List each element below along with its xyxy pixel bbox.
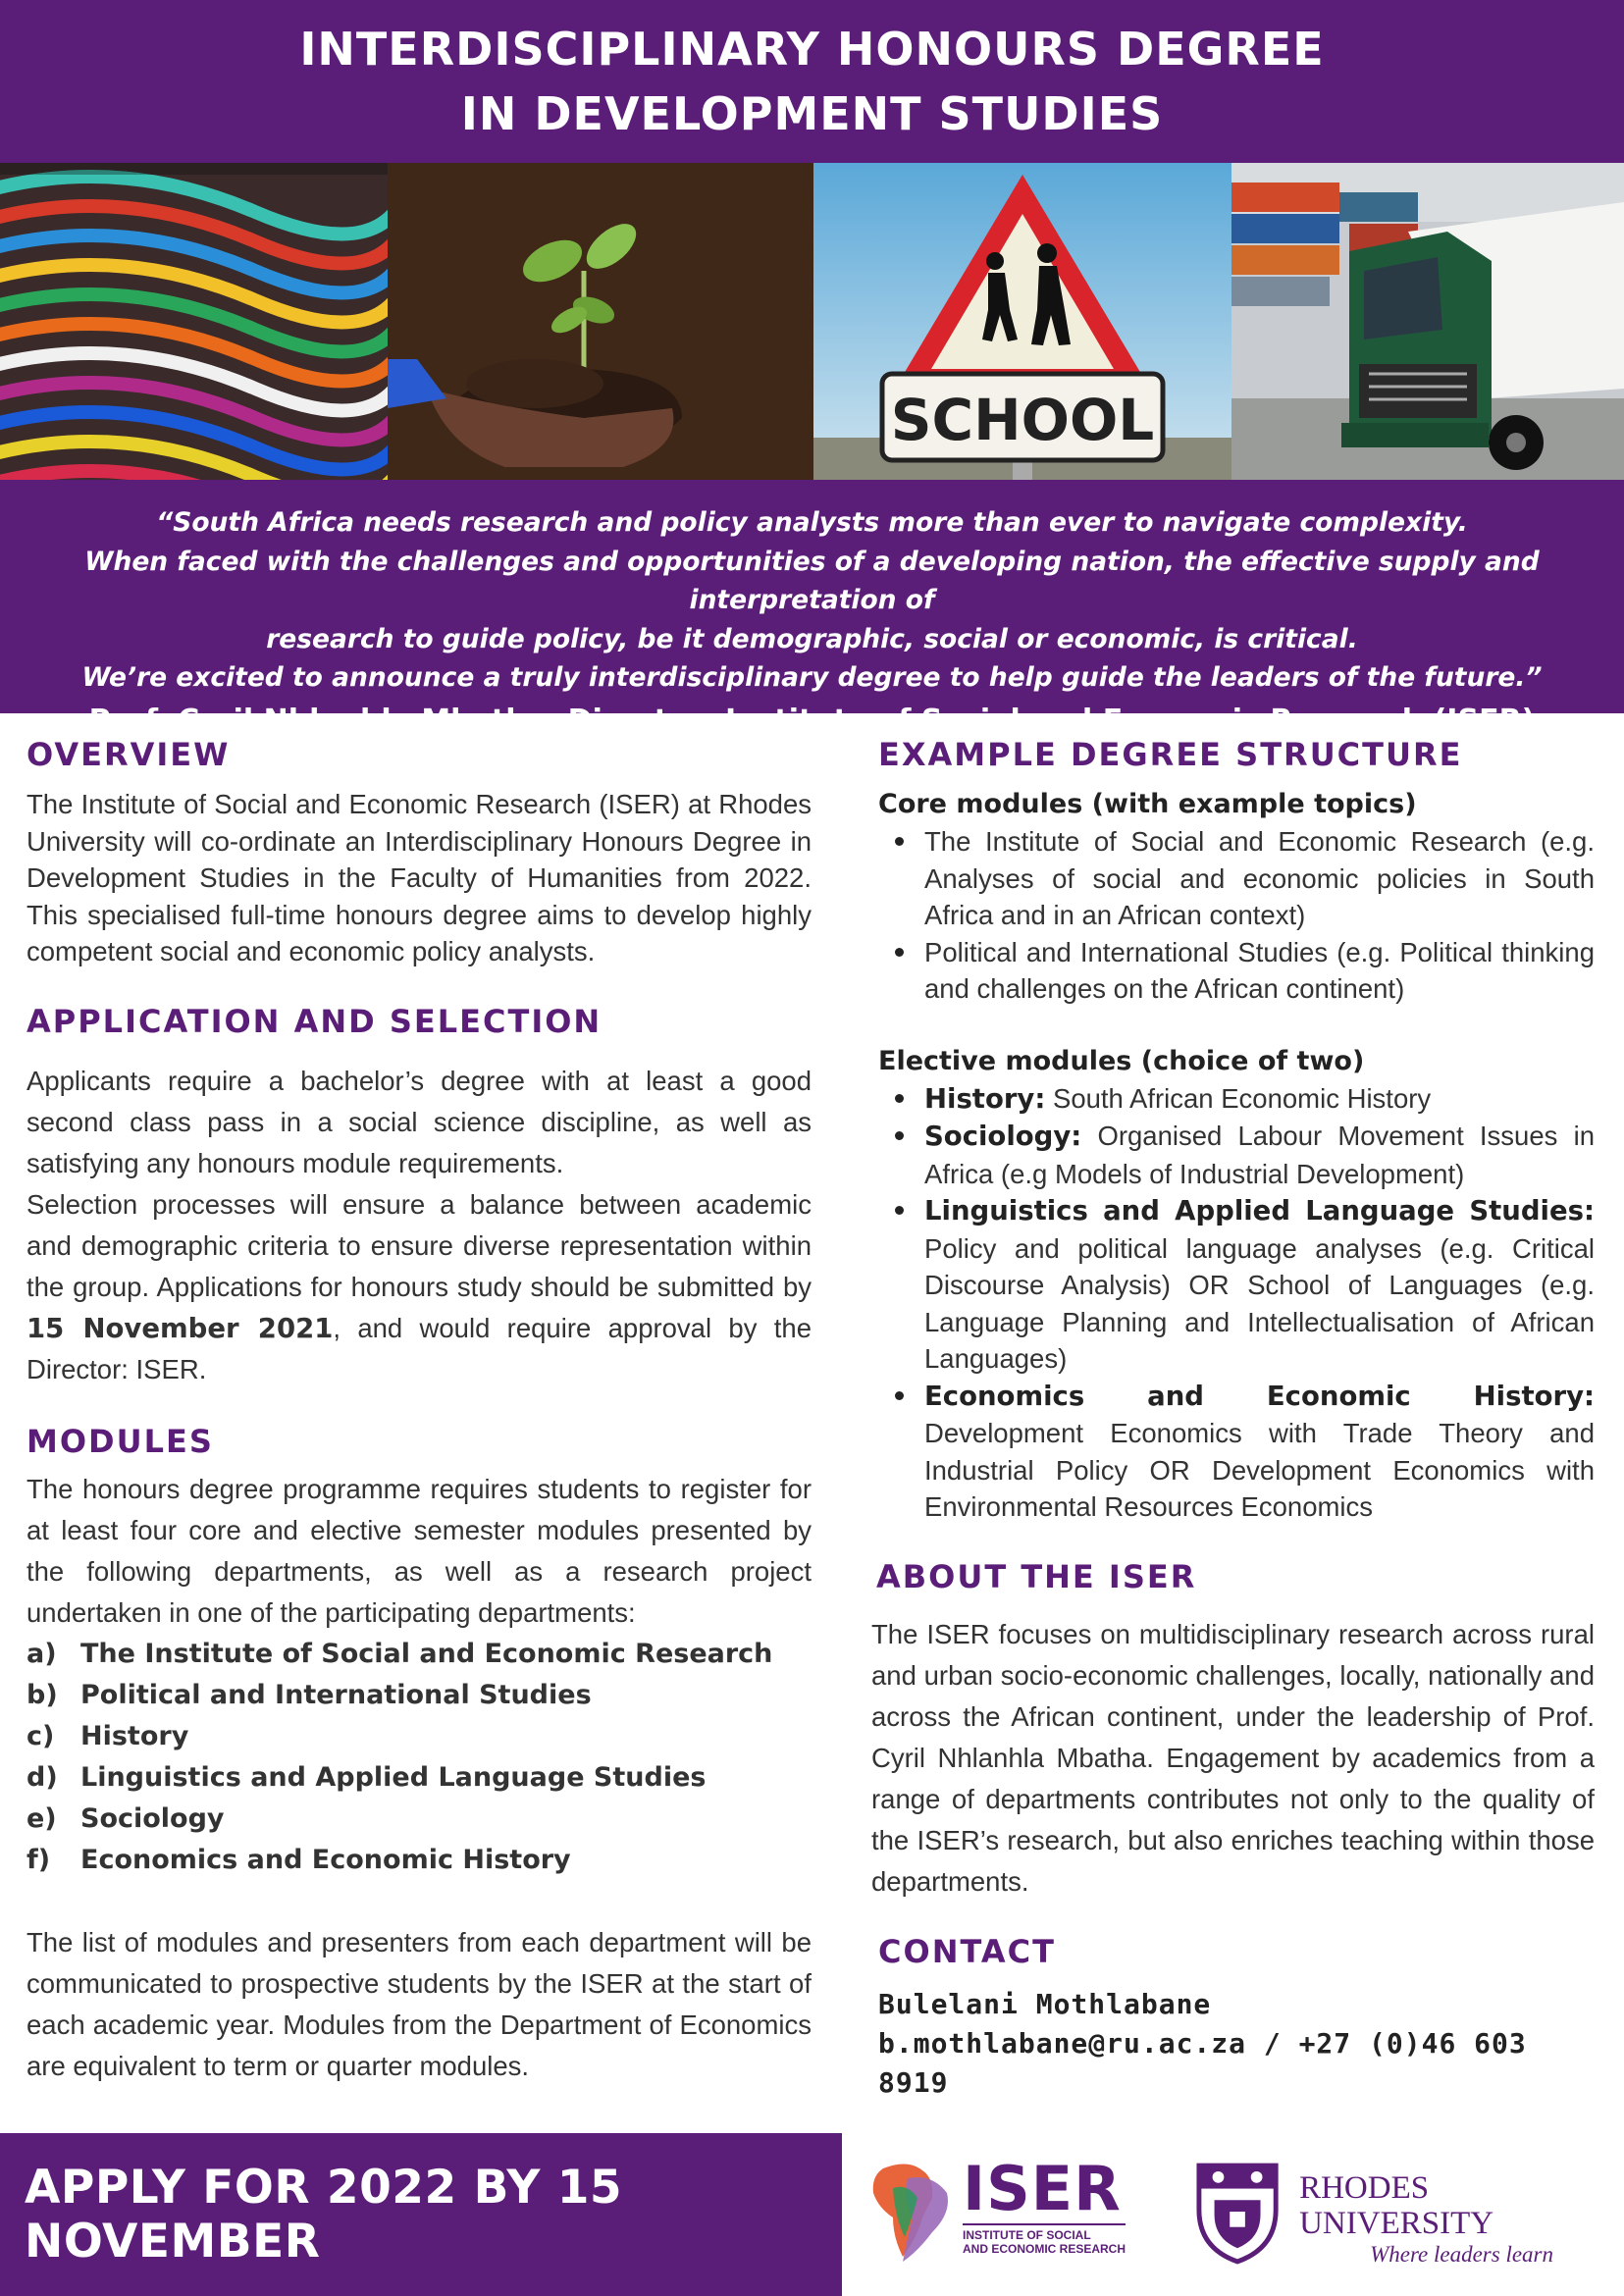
school-sign-text: SCHOOL [890, 387, 1155, 453]
list-item [26, 1675, 812, 1716]
contact-heading: CONTACT [878, 1932, 1056, 1970]
list-letter: c) [26, 1720, 55, 1751]
title-banner [0, 0, 1624, 163]
logo-area [842, 2133, 1624, 2296]
rhodes-tagline: Where leaders learn [1370, 2242, 1554, 2267]
list-letter: a) [26, 1638, 57, 1669]
elective-name: Sociology: [924, 1121, 1082, 1152]
core-modules-heading: Core modules (with example topics) [878, 789, 1417, 819]
elective-name: History: [924, 1082, 1046, 1115]
list-item: Political and International Studies (e.g. Political thinking and challenges on the African continent) [878, 934, 1595, 1008]
iser-logo [864, 2153, 1126, 2267]
quote-line-4: We’re excited to announce a truly interdisciplinary degree to help guide the leaders of the future.” [81, 662, 1543, 693]
truck-photo [1231, 163, 1624, 480]
department-name: Economics and Economic History [80, 1844, 571, 1875]
contact-name: Bulelani Mothlabane [878, 1987, 1212, 2020]
elective-detail: Organised Labour Movement Issues in Africa (e.g Models of Industrial Development) [924, 1121, 1595, 1189]
contact-details[interactable]: b.mothlabane@ru.ac.za / +27 (0)46 603 8919 [878, 2026, 1527, 2099]
department-name: Linguistics and Applied Language Studies [80, 1761, 707, 1793]
left-column [26, 731, 812, 2087]
elective-modules-heading: Elective modules (choice of two) [878, 1045, 1365, 1076]
rhodes-university-name: RHODES UNIVERSITY [1299, 2170, 1494, 2241]
apply-call-to-action: APPLY FOR 2022 BY 15 NOVEMBER [25, 2161, 623, 2269]
list-letter: d) [26, 1761, 58, 1793]
list-item [878, 1192, 1595, 1378]
photo-strip [0, 163, 1624, 480]
title-line-1: INTERDISCIPLINARY HONOURS DEGREE [299, 23, 1325, 76]
department-name: The Institute of Social and Economic Research [80, 1638, 773, 1669]
elective-name: Economics and Economic History: [924, 1380, 1595, 1412]
list-letter: e) [26, 1802, 57, 1834]
quote-attribution: Prof. Cyril Nhlanhla Mbatha, Director: Institute of Social and Economic Research (ISER) [88, 703, 1536, 738]
department-name: Sociology [80, 1802, 225, 1834]
overview-heading: OVERVIEW [26, 736, 231, 773]
list-item [26, 1840, 812, 1881]
list-item [26, 1716, 812, 1757]
rhodes-logo [1195, 2161, 1624, 2269]
application-para-1: Applicants require a bachelor’s degree with at least a good second class pass in a social science discipline, as well as satisfying any honours module requirements. [26, 1065, 812, 1178]
application-para-2-start: Selection processes will ensure a balance between academic and demographic criteria to ensure diverse representation within the group. Applications for honours study should be submitted by [26, 1188, 812, 1302]
about-text: The ISER focuses on multidisciplinary research across rural and urban socio-economic challenges, locally, nationally and across the African continent, under the leadership of Prof. Cyril Nhlanhla Mbatha. Engagement by academics from a range of departments contributes not only to the quality of the ISER’s research, but also enriches teaching within those departments. [871, 1618, 1595, 1897]
elective-detail: Development Economics with Trade Theory and Industrial Policy OR Development Economics with Environmental Resources Economics [924, 1418, 1595, 1522]
application-heading: APPLICATION AND SELECTION [26, 1002, 602, 1040]
structure-heading: EXAMPLE DEGREE STRUCTURE [878, 736, 1463, 773]
modules-heading: MODULES [26, 1422, 214, 1460]
about-heading: ABOUT THE ISER [876, 1557, 1197, 1595]
right-column [871, 731, 1595, 2103]
list-item [878, 1118, 1595, 1192]
elective-name: Linguistics and Applied Language Studies: [924, 1195, 1595, 1226]
list-item [878, 1378, 1595, 1526]
iser-wordmark: ISER [963, 2153, 1122, 2224]
list-letter: b) [26, 1679, 58, 1710]
list-item: The Institute of Social and Economic Research (e.g. Analyses of social and economic policies in South Africa and in an African context) [878, 823, 1595, 934]
iser-subtitle-1: INSTITUTE OF SOCIAL [963, 2228, 1091, 2242]
list-item [26, 1799, 812, 1840]
director-quote-band [0, 480, 1624, 738]
school-sign-photo [813, 163, 1231, 480]
title-line-2: IN DEVELOPMENT STUDIES [460, 87, 1164, 140]
list-item [26, 1757, 812, 1799]
elective-modules-list [878, 1080, 1595, 1526]
list-item [26, 1634, 812, 1675]
beadwork-photo [0, 163, 388, 480]
modules-intro: The honours degree programme requires students to register for at least four core and elective semester modules presented by the following departments, as well as a research project undertaken in one of the participating departments: [26, 1473, 812, 1628]
seedling-photo [388, 163, 813, 480]
elective-detail: Policy and political language analyses (e.g. Critical Discourse Analysis) OR School of Languages (e.g. Language Planning and Intellectualisation of African Languages) [924, 1232, 1595, 1374]
apply-banner [0, 2133, 842, 2296]
department-name: History [80, 1720, 189, 1751]
application-deadline: 15 November 2021 [26, 1312, 334, 1344]
list-letter: f) [26, 1844, 51, 1875]
application-para-2 [26, 1184, 812, 1390]
core-modules-list [878, 823, 1595, 1008]
elective-detail: South African Economic History [1045, 1082, 1432, 1114]
iser-subtitle-2: AND ECONOMIC RESEARCH [963, 2242, 1126, 2256]
modules-closing: The list of modules and presenters from each department will be communicated to prospective students by the ISER at the start of each academic year. Modules from the Department of Economics are equivalent to term or quarter modules. [26, 1926, 812, 2081]
africa-map-icon [864, 2159, 957, 2267]
department-name: Political and International Studies [80, 1679, 592, 1710]
department-list [26, 1634, 812, 1881]
overview-text: The Institute of Social and Economic Research (ISER) at Rhodes University will co-ordinate an Interdisciplinary Honours Degree in Development Studies in the Faculty of Humanities from 2022. This specialised full-time honours degree aims to develop highly competent social and economic policy analysts. [26, 789, 812, 966]
application-para-2-end: , and would require approval by the Director: ISER. [26, 1312, 812, 1384]
quote-line-3: research to guide policy, be it demographic, social or economic, is critical. [266, 623, 1358, 654]
quote-line-1: “South Africa needs research and policy analysts more than ever to navigate complexity. [156, 507, 1468, 538]
list-item [878, 1080, 1595, 1119]
quote-line-2: When faced with the challenges and opportunities of a developing nation, the effective supply and interpretation of [84, 546, 1540, 615]
rhodes-crest-icon [1195, 2161, 1280, 2267]
